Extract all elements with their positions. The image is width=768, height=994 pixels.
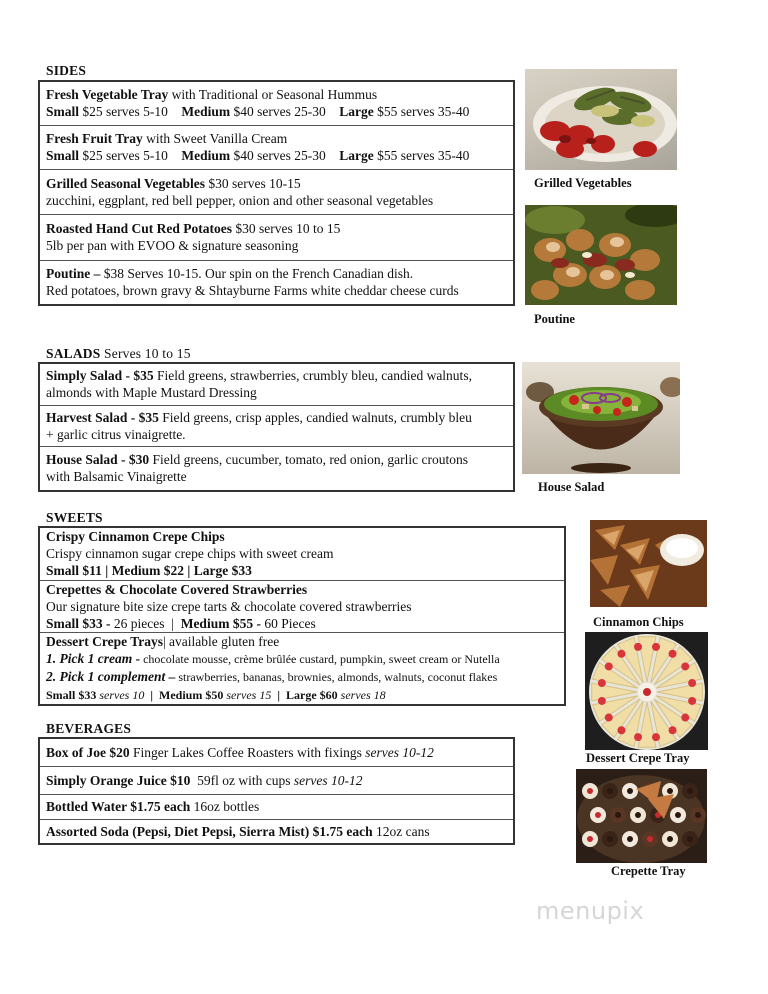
size-label: Small $33 - (46, 615, 111, 631)
item-desc: Field greens, crisp apples, candied walnuts, crumbly bleu (158, 409, 472, 425)
size-label: Large $60 (286, 687, 338, 702)
table-row (39, 632, 565, 705)
table-row (39, 214, 514, 260)
size-label: Medium (181, 104, 231, 120)
size-label: Small (46, 104, 80, 120)
table-row (39, 405, 514, 446)
size-serves: serves 15 (223, 687, 272, 702)
poutine-photo (525, 205, 677, 305)
size-price: $25 serves 5-10 (79, 148, 168, 163)
size-label: Medium $50 (159, 687, 224, 702)
salads-subtitle: Serves 10 to 15 (100, 346, 191, 361)
item-name: Roasted Hand Cut Red Potatoes (46, 221, 233, 236)
crepette-tray-caption: Crepette Tray (611, 864, 686, 878)
sweets-title: SWEETS (46, 510, 103, 525)
item-serves: serves 10-12 (365, 744, 434, 760)
house-salad-photo (522, 362, 680, 474)
table-row (39, 446, 514, 491)
table-row (39, 169, 514, 214)
separator: | (144, 687, 159, 702)
item-prices: Small $11 | Medium $22 | Large $33 (46, 563, 252, 579)
size-label: Small (46, 148, 80, 163)
table-row (39, 260, 514, 305)
item-desc: + garlic citrus vinaigrette. (46, 426, 186, 442)
size-price: $55 serves 35-40 (373, 148, 470, 163)
table-row (39, 794, 514, 819)
item-desc: with Traditional or Seasonal Hummus (168, 87, 378, 103)
step-label: 1. Pick 1 cream - (46, 650, 141, 666)
item-name: Poutine – (46, 266, 101, 282)
size-price: 26 pieces | (110, 615, 181, 631)
step-desc: strawberries, bananas, brownies, almonds, walnuts, coconut flakes (175, 669, 498, 684)
item-name: Simply Orange Juice $10 (46, 772, 191, 788)
size-label: Large (339, 148, 374, 163)
item-name: Fresh Fruit Tray (46, 131, 143, 146)
item-desc: 12oz cans (372, 823, 430, 839)
item-desc: Field greens, strawberries, crumbly bleu, candied walnuts, (153, 368, 472, 384)
menupix-watermark: menupix (536, 897, 645, 925)
table-row (39, 81, 514, 125)
table-row (39, 125, 514, 169)
item-name: Harvest Salad - $35 (46, 409, 159, 425)
dessert-crepe-tray-photo (585, 632, 708, 750)
separator: | (271, 687, 286, 702)
salads-table (38, 362, 515, 492)
item-note: | available gluten free (162, 633, 280, 649)
item-name: Crispy Cinnamon Crepe Chips (46, 529, 225, 545)
size-price: $55 serves 35-40 (373, 104, 470, 120)
item-name: Crepettes & Chocolate Covered Strawberries (46, 581, 308, 597)
size-price: $40 serves 25-30 (230, 148, 326, 163)
item-name: Bottled Water $1.75 each (46, 799, 191, 814)
dessert-crepe-tray-caption: Dessert Crepe Tray (586, 751, 690, 765)
item-desc: Field greens, cucumber, tomato, red onion, garlic croutons (149, 452, 469, 468)
cinnamon-chips-photo (590, 520, 707, 607)
house-salad-caption: House Salad (538, 480, 605, 494)
item-name: Assorted Soda (Pepsi, Diet Pepsi, Sierra Mist) $1.75 each (46, 823, 373, 839)
item-desc: with Sweet Vanilla Cream (142, 131, 288, 146)
crepette-tray-photo (576, 769, 707, 863)
beverages-title: BEVERAGES (46, 721, 132, 736)
item-desc: 59fl oz with cups (190, 772, 294, 788)
item-name: Simply Salad - $35 (46, 368, 154, 384)
item-desc: Our signature bite size crepe tarts & chocolate covered strawberries (46, 598, 412, 614)
grilled-vegetables-photo (525, 69, 677, 170)
table-row (39, 738, 514, 766)
table-row (39, 363, 514, 405)
poutine-caption: Poutine (534, 312, 575, 326)
size-label: Small $33 (46, 687, 97, 702)
size-serves: serves 18 (337, 687, 386, 702)
sides-table (38, 80, 515, 306)
size-price: 60 Pieces (260, 615, 316, 631)
size-label: Medium (181, 148, 231, 163)
item-price: $30 serves 10 to 15 (232, 221, 341, 236)
grilled-vegetables-caption: Grilled Vegetables (534, 176, 632, 190)
table-row (39, 580, 565, 632)
item-price: $30 serves 10-15 (205, 175, 301, 191)
item-desc: 16oz bottles (190, 799, 260, 814)
sweets-table (38, 526, 566, 706)
item-name: Fresh Vegetable Tray (46, 87, 169, 103)
salads-title: SALADS Serves 10 to 15 (46, 346, 191, 361)
item-desc: with Balsamic Vinaigrette (46, 469, 187, 485)
table-row (39, 819, 514, 844)
item-name: House Salad - $30 (46, 452, 150, 468)
table-row (39, 527, 565, 580)
item-name: Grilled Seasonal Vegetables (46, 175, 206, 191)
sides-title: SIDES (46, 63, 87, 78)
size-price: $40 serves 25-30 (230, 104, 326, 120)
item-desc: almonds with Maple Mustard Dressing (46, 385, 257, 401)
item-desc: Red potatoes, brown gravy & Shtayburne Farms white cheddar cheese curds (46, 283, 459, 299)
item-desc: Finger Lakes Coffee Roasters with fixings (129, 744, 366, 760)
item-desc: zucchini, eggplant, red bell pepper, onion and other seasonal vegetables (46, 192, 434, 208)
size-price: $25 serves 5-10 (79, 104, 168, 120)
step-desc: chocolate mousse, crème brûlée custard, pumpkin, sweet cream or Nutella (140, 651, 500, 666)
beverages-table (38, 737, 515, 845)
item-name: Dessert Crepe Trays (46, 633, 163, 649)
item-desc: Crispy cinnamon sugar crepe chips with sweet cream (46, 546, 334, 562)
size-label: Medium $55 - (180, 615, 261, 631)
item-serves: serves 10-12 (293, 772, 363, 788)
table-row (39, 766, 514, 794)
step-label: 2. Pick 1 complement – (46, 668, 176, 684)
item-desc: 5lb per pan with EVOO & signature seasoning (46, 238, 299, 253)
size-label: Large (339, 104, 374, 120)
size-serves: serves 10 (96, 687, 145, 702)
item-name: Box of Joe $20 (46, 744, 130, 760)
item-price: $38 Serves 10-15. Our spin on the French Canadian dish. (100, 266, 414, 282)
cinnamon-chips-caption: Cinnamon Chips (593, 615, 684, 629)
